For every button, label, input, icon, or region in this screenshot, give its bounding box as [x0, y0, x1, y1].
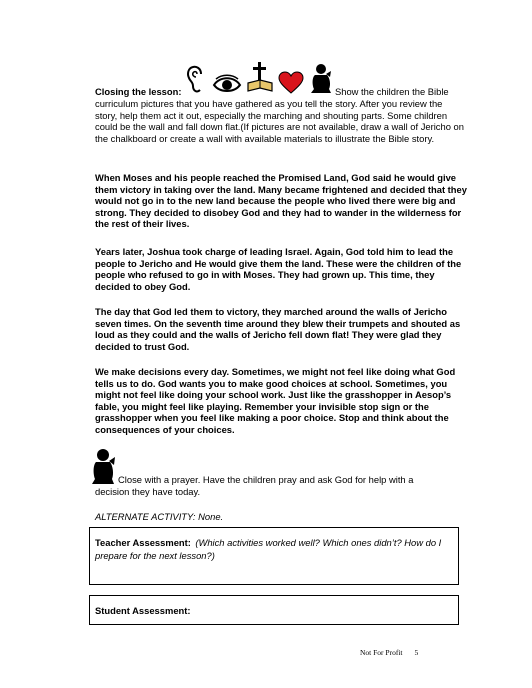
eye-icon	[212, 73, 242, 100]
footer	[360, 648, 418, 657]
icon-strip	[185, 64, 335, 100]
paragraph-instructions: curriculum pictures that you have gathered as you tell the story. After you review the story, help them act it out, especially the marching and shouting parts. Some children could be the wall and fall down flat.(If pictures are not available, draw a wall of Jericho on the chalkboard or create a wall with available materials to illustrate the Bible story.	[95, 98, 464, 144]
bible-cross-icon	[247, 61, 273, 100]
closing-intro-text: Show the children the Bible	[335, 86, 449, 97]
paragraph-moses: When Moses and his people reached the Promised Land, God said he would give them victory in taking over the land. Many became frightened and decided that they would not go in to the new land because the people who lived there were big and strong. They decided to disobey God and they had to wander in the wilderness for the rest of their lives.	[95, 172, 467, 230]
teacher-assessment-label: Teacher Assessment:	[95, 537, 191, 548]
alternate-activity: ALTERNATE ACTIVITY: None.	[95, 511, 224, 522]
ear-icon	[185, 65, 207, 100]
page-number: 5	[414, 648, 419, 657]
praying-child-icon	[309, 63, 335, 100]
prayer-section	[90, 448, 470, 502]
teacher-assessment-box	[89, 527, 459, 585]
footer-text: Not For Profit	[360, 648, 403, 657]
prayer-text-line1: Close with a prayer. Have the children pray and ask God for help with a	[118, 474, 414, 485]
prayer-text-line2: decision they have today.	[95, 486, 201, 497]
teacher-assessment-note: (Which activities worked well? Which ones didn’t? How do I prepare for the next lesson?)	[95, 537, 442, 561]
closing-label: Closing the lesson:	[95, 86, 182, 97]
paragraph-jericho: The day that God led them to victory, they marched around the walls of Jericho seven times. On the seventh time around they blew their trumpets and shouted as loud as they could and the walls of Jericho fell down flat! They were glad they decided to trust God.	[95, 306, 461, 352]
paragraph-decisions: We make decisions every day. Sometimes, we might not feel like doing what God tells us to do. God wants you to make good choices at school. Sometimes, you might not feel like doing your school work. Just like the grasshopper in Aesop’s fable, you might feel like playing. Remember your invisible stop sign or the grasshopper when you feel like making a poor choice. Stop and think about the consequences of your choices.	[95, 366, 456, 435]
student-assessment-label: Student Assessment:	[95, 605, 191, 616]
student-assessment-box	[89, 595, 459, 625]
praying-child-icon	[90, 448, 118, 491]
heart-icon	[278, 71, 304, 100]
paragraph-joshua: Years later, Joshua took charge of leading Israel. Again, God told him to lead the people to Jericho and He would give them the land. These were the children of the people who refused to go in with Moses. They had grown up. This time, they decided to obey God.	[95, 246, 462, 292]
